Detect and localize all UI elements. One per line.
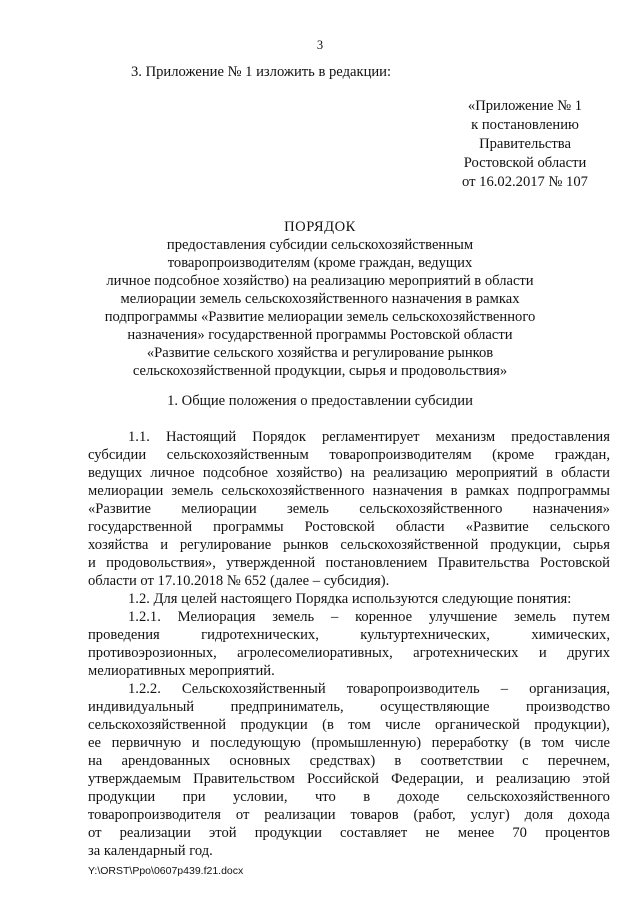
- appendix-line: от 16.02.2017 № 107: [462, 174, 588, 190]
- text-line: товаропроизводителя от реализации товаров (работ, услуг) доля дохода: [88, 807, 610, 823]
- section-heading: 1. Общие положения о предоставлении субсидии: [167, 393, 473, 409]
- text-line: противоэрозионных, агролесомелиоративных, агротехнических и других: [88, 645, 610, 661]
- paragraph: [88, 680, 610, 860]
- subtitle-line: товаропроизводителям (кроме граждан, ведущих: [167, 255, 473, 271]
- text-line: от реализации этой продукции составляет не менее 70 процентов: [88, 825, 610, 841]
- appendix-line: «Приложение № 1: [467, 98, 583, 114]
- subtitle-line: мелиорации земель сельскохозяйственного назначения в рамках: [120, 291, 520, 307]
- text-line: на арендованных основных средствах) в соответствии с перечнем,: [88, 753, 610, 769]
- appendix-line: Правительства: [479, 136, 571, 152]
- appendix-line: Ростовской области: [463, 155, 587, 171]
- paragraph: [88, 590, 610, 608]
- subtitle-line: предоставления субсидии сельскохозяйственным: [166, 237, 474, 253]
- page-number: 3: [316, 38, 324, 52]
- intro-line: 3. Приложение № 1 изложить в редакции:: [131, 64, 392, 80]
- text-line: мелиоративных мероприятий.: [88, 663, 275, 679]
- text-line: и продовольствия», утвержденной постановлением Правительства Ростовской: [88, 555, 610, 571]
- text-line: субсидии сельскохозяйственным товаропроизводителям (кроме граждан,: [88, 447, 610, 463]
- document-subtitle: [90, 236, 550, 380]
- file-path-footer: Y:\ORST\Ppo\0607p439.f21.docx: [88, 865, 244, 877]
- text-line: хозяйства и регулирование рынков сельскохозяйственной продукции, сырья: [88, 537, 610, 553]
- text-line: «Развитие мелиорации земель сельскохозяйственного назначения»: [88, 501, 610, 517]
- appendix-reference: [430, 97, 620, 192]
- text-line: за календарный год.: [88, 843, 213, 859]
- subtitle-line: «Развитие сельского хозяйства и регулирование рынков: [146, 345, 494, 361]
- document-title: ПОРЯДОК: [284, 219, 356, 235]
- subtitle-line: сельскохозяйственной продукции, сырья и продовольствия»: [132, 363, 508, 379]
- text-line: сельскохозяйственной продукции (в том числе органической продукции),: [88, 717, 610, 733]
- paragraph: [88, 608, 610, 680]
- text-line: 1.1. Настоящий Порядок регламентирует механизм предоставления: [128, 429, 610, 445]
- text-line: ведущих личное подсобное хозяйство) на реализацию мероприятий в области: [88, 465, 610, 481]
- text-line: 1.2.2. Сельскохозяйственный товаропроизводитель – организация,: [128, 681, 610, 697]
- text-line: мелиорации земель сельскохозяйственного назначения в рамках подпрограммы: [88, 483, 610, 499]
- text-line: 1.2.1. Мелиорация земель – коренное улучшение земель путем: [128, 609, 610, 625]
- body-text: [88, 428, 610, 860]
- text-line: 1.2. Для целей настоящего Порядка используются следующие понятия:: [128, 591, 572, 607]
- text-line: ее первичную и последующую (промышленную) переработку (в том числе: [88, 735, 610, 751]
- subtitle-line: подпрограммы «Развитие мелиорации земель сельскохозяйственного: [104, 309, 536, 325]
- subtitle-line: назначения» государственной программы Ростовской области: [127, 327, 513, 343]
- text-line: утверждаемым Правительством Российской Федерации, и реализацию этой: [88, 771, 610, 787]
- text-line: продукции при условии, что в доходе сельскохозяйственного: [88, 789, 610, 805]
- text-line: области от 17.10.2018 № 652 (далее – субсидия).: [88, 573, 390, 589]
- text-line: проведения гидротехнических, культуртехнических, химических,: [88, 627, 610, 643]
- subtitle-line: личное подсобное хозяйство) на реализацию мероприятий в области: [106, 273, 534, 289]
- appendix-line: к постановлению: [471, 117, 579, 133]
- text-line: государственной программы Ростовской области «Развитие сельского: [88, 519, 610, 535]
- text-line: индивидуальный предприниматель, осуществляющие производство: [88, 699, 610, 715]
- paragraph: [88, 428, 610, 590]
